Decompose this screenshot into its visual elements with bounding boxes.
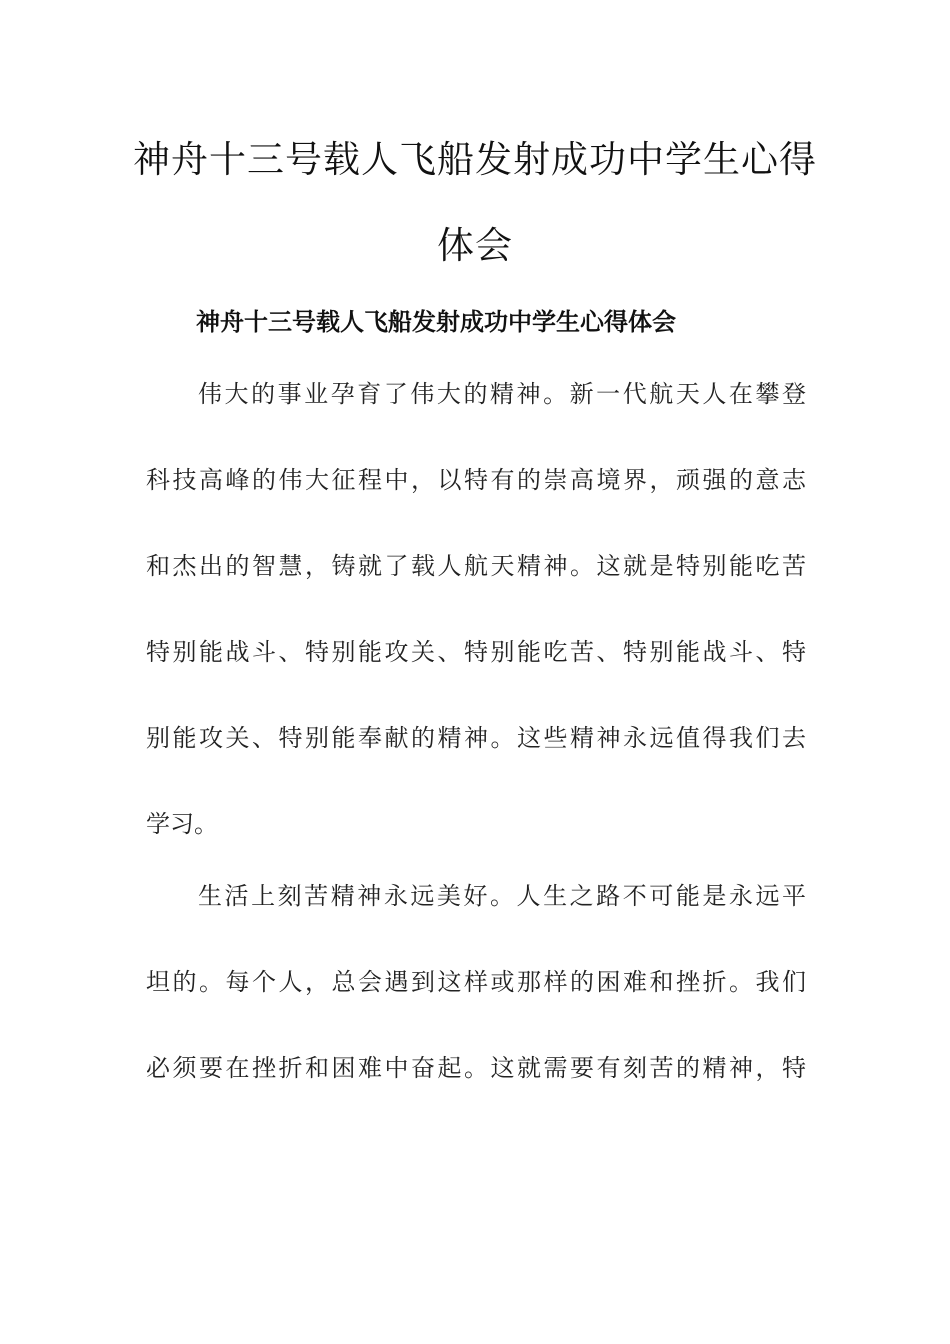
paragraph-1-line-4: 特别能战斗、特别能攻关、特别能吃苦、特别能战斗、特: [146, 638, 806, 666]
paragraph-1-line-1: 伟大的事业孕育了伟大的精神。新一代航天人在攀登: [198, 380, 806, 408]
paragraph-1-line-2: 科技高峰的伟大征程中，以特有的崇高境界，顽强的意志: [146, 466, 806, 494]
paragraph-2-line-2: 坦的。每个人，总会遇到这样或那样的困难和挫折。我们: [146, 968, 806, 996]
paragraph-2-line-3: 必须要在挫折和困难中奋起。这就需要有刻苦的精神，特: [146, 1054, 806, 1082]
paragraph-2-line-1: 生活上刻苦精神永远美好。人生之路不可能是永远平: [198, 882, 806, 910]
paragraph-1-line-3: 和杰出的智慧，铸就了载人航天精神。这就是特别能吃苦: [146, 552, 806, 580]
document-subtitle: 神舟十三号载人飞船发射成功中学生心得体会: [196, 308, 676, 336]
paragraph-1-line-6: 学习。: [146, 810, 218, 838]
document-title-line-1: 神舟十三号载人飞船发射成功中学生心得: [133, 138, 817, 181]
document-title-line-2: 体会: [437, 224, 513, 267]
paragraph-1-line-5: 别能攻关、特别能奉献的精神。这些精神永远值得我们去: [146, 724, 806, 752]
